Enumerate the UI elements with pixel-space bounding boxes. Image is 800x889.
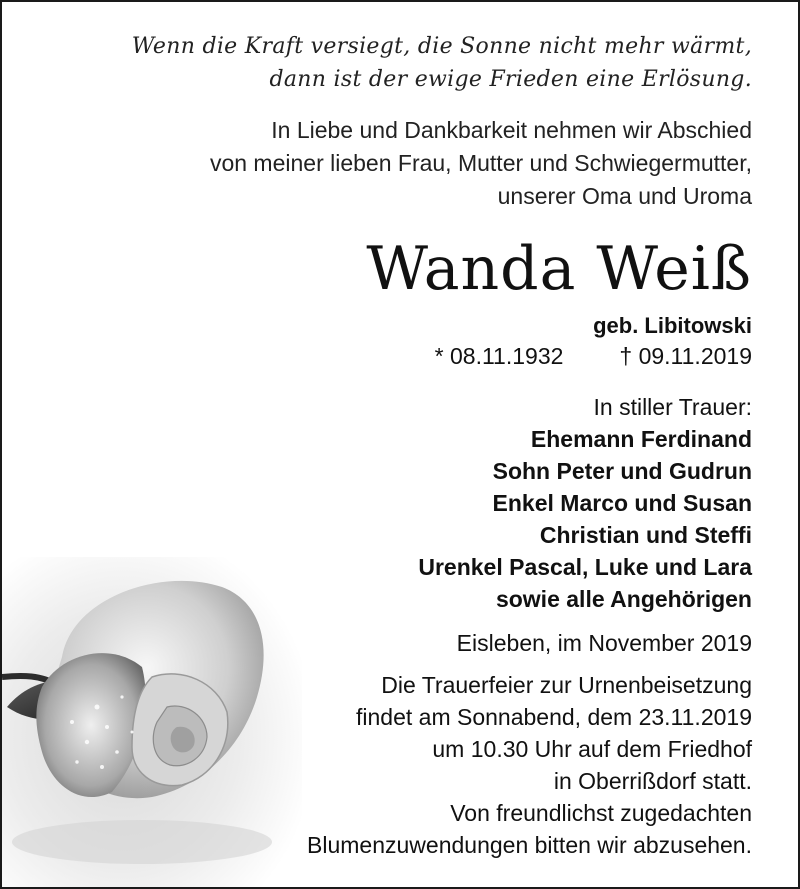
mourners-heading: In stiller Trauer: (593, 394, 752, 420)
service-line: findet am Sonnabend, dem 23.11.2019 (356, 704, 752, 730)
birth-date: * 08.11.1932 (434, 343, 564, 369)
mourner-name: Sohn Peter und Gudrun (492, 458, 752, 484)
maiden-name: geb. Libitowski (593, 313, 752, 338)
mourner-name: Urenkel Pascal, Luke und Lara (418, 554, 752, 580)
mourner-name: Christian und Steffi (539, 522, 752, 548)
intro-line: von meiner lieben Frau, Mutter und Schwiegermutter, (209, 150, 752, 176)
notice-text (32, 30, 752, 861)
quote-line: Wenn die Kraft versiegt, die Sonne nicht mehr wärmt, (131, 34, 752, 59)
farewell-intro (32, 114, 752, 213)
quote-line: dann ist der ewige Frieden eine Erlösung. (269, 67, 752, 92)
memorial-quote (32, 30, 752, 96)
service-line: Blumenzuwendungen bitten wir abzusehen. (307, 832, 752, 858)
life-dates (32, 341, 752, 371)
funeral-service-info (32, 669, 752, 861)
service-line: Die Trauerfeier zur Urnenbeisetzung (381, 672, 752, 698)
service-line: in Oberrißdorf statt. (553, 768, 752, 794)
intro-line: In Liebe und Dankbarkeit nehmen wir Abschied (271, 117, 752, 143)
mourner-name: Enkel Marco und Susan (492, 490, 752, 516)
place-and-date: Eisleben, im November 2019 (456, 630, 752, 656)
intro-line: unserer Oma und Uroma (497, 183, 752, 209)
mourner-name: Ehemann Ferdinand (530, 426, 752, 452)
mourners-list (32, 391, 752, 615)
death-date: † 09.11.2019 (619, 343, 752, 369)
deceased-name: Wanda Weiß (366, 234, 752, 304)
mourner-name: sowie alle Angehörigen (495, 586, 752, 612)
service-line: Von freundlichst zugedachten (450, 800, 752, 826)
service-line: um 10.30 Uhr auf dem Friedhof (432, 736, 752, 762)
